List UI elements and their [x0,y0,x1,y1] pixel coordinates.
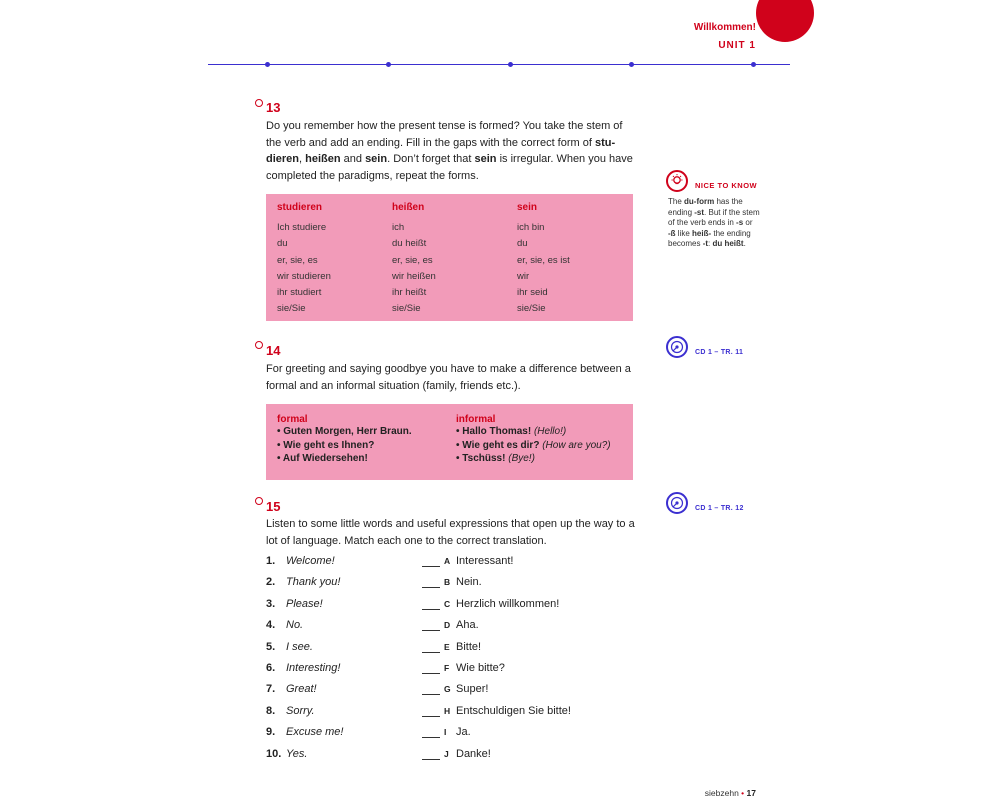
lightbulb-icon [666,170,688,192]
german-phrase: Aha. [456,619,479,632]
rule-dot [265,62,270,67]
item-number: 4. [266,619,276,632]
table-cell: wir studieren [277,270,331,282]
option-letter: I [444,727,447,738]
item-number: 5. [266,640,276,653]
option-letter: J [444,748,449,759]
table-cell: du [277,238,288,250]
header-unit: UNIT 1 [718,40,756,51]
informal-phrase: • Tschüss! (Bye!) [456,453,535,464]
corner-circle-decoration [756,0,814,42]
answer-blank-input[interactable] [422,555,440,567]
table-cell: er, sie, es [392,254,433,266]
english-phrase: I see. [286,640,313,653]
item-number: 9. [266,726,276,739]
german-phrase: Super! [456,683,489,696]
german-phrase: Ja. [456,726,471,739]
exercise-14-number: 14 [266,343,281,358]
english-phrase: Yes. [286,747,308,760]
option-letter: G [444,684,451,695]
table-cell: ihr studiert [277,287,322,299]
item-number: 6. [266,661,276,674]
formal-phrase: • Wie geht es Ihnen? [277,439,375,451]
match-row [266,701,646,722]
header-rule [208,64,790,65]
answer-blank-input[interactable] [422,748,440,760]
table-cell: ich bin [517,222,545,233]
answer-blank-input[interactable] [422,576,440,588]
match-row [266,551,646,572]
match-row [266,572,646,593]
item-number: 2. [266,576,276,589]
table-cell: wir [517,270,530,282]
match-row [266,594,646,615]
german-phrase: Wie bitte? [456,661,505,674]
table-cell: ihr seid [517,287,548,299]
page-word: siebzehn [704,788,739,798]
answer-blank-input[interactable] [422,726,440,738]
english-phrase: No. [286,619,304,632]
table-cell: er, sie, es ist [517,254,570,266]
german-phrase: Nein. [456,576,482,589]
german-phrase: Bitte! [456,640,482,653]
informal-column [456,414,631,466]
table-cell: sie/Sie [517,303,546,315]
option-letter: H [444,705,451,716]
german-phrase: Entschuldigen Sie bitte! [456,704,571,717]
match-row [266,637,646,658]
column-header: heißen [392,202,425,213]
informal-phrase: • Hallo Thomas! (Hello!) [456,426,567,437]
rule-dot [629,62,634,67]
table-cell: du heißt [392,238,427,250]
answer-blank-input[interactable] [422,598,440,610]
table-cell: Ich studiere [277,222,327,233]
conjugation-table [266,194,633,321]
english-phrase: Great! [286,683,317,696]
column-heissen [392,202,502,318]
header-title: Willkommen! [693,22,756,33]
audio-cd-icon[interactable] [666,336,688,358]
match-row [266,744,646,765]
column-studieren [277,202,387,318]
exercise-bullet-icon [255,99,263,107]
nice-to-know-label: NICE TO KNOW [695,181,758,190]
option-letter: A [444,556,451,566]
option-letter: D [444,620,451,631]
item-number: 3. [266,597,276,610]
formal-header: formal [277,414,308,425]
table-cell: wir heißen [392,270,436,282]
match-row [266,679,646,700]
column-header: studieren [277,202,323,213]
match-row [266,722,646,743]
table-cell: ihr heißt [392,287,427,299]
english-phrase: Sorry. [286,704,315,717]
english-phrase: Interesting! [286,661,341,674]
exercise-14-instructions: For greeting and saying goodbye you have to make a difference between a formal and an informal situation (family, friends etc.). [266,363,631,392]
english-phrase: Please! [286,597,323,610]
cd-track-label: CD 1 – TR. 11 [695,349,744,356]
informal-phrase: • Wie geht es dir? (How are you?) [456,439,611,451]
german-phrase: Herzlich willkommen! [456,597,560,610]
rule-dot [751,62,756,67]
column-sein [517,202,627,318]
item-number: 10. [266,747,282,760]
audio-cd-icon[interactable] [666,492,688,514]
english-phrase: Welcome! [286,555,335,567]
page-number: 17 [746,788,756,798]
table-cell: ich [392,222,405,233]
formal-informal-box [266,404,633,480]
option-letter: E [444,641,450,652]
exercise-bullet-icon [255,341,263,349]
footer-separator: • [741,788,745,798]
exercise-15-number: 15 [266,499,281,514]
table-cell: du [517,238,528,250]
rule-dot [386,62,391,67]
match-row [266,615,646,636]
item-number: 8. [266,704,276,717]
formal-phrase: • Guten Morgen, Herr Braun. [277,426,412,437]
match-row [266,658,646,679]
english-phrase: Thank you! [286,576,341,589]
english-phrase: Excuse me! [286,726,344,739]
option-letter: B [444,577,451,588]
formal-phrase: • Auf Wiedersehen! [277,453,368,464]
item-number: 7. [266,683,276,696]
column-header: sein [517,202,538,213]
answer-blank-input[interactable] [422,619,440,631]
matching-list [266,551,646,765]
informal-header: informal [456,414,496,425]
page-footer [650,788,756,798]
german-phrase: Interessant! [456,555,514,567]
answer-blank-input[interactable] [422,683,440,695]
answer-blank-input[interactable] [422,662,440,674]
option-letter: C [444,598,451,609]
item-number: 1. [266,555,276,567]
cd-track-label: CD 1 – TR. 12 [695,505,744,512]
table-cell: sie/Sie [277,303,306,315]
formal-column [277,414,447,466]
nice-to-know-text: The du-form has the ending -st. But if the stem of the verb ends in -s or -ß like heiß- the ending becomes -t: du heißt. [668,197,760,248]
exercise-13-instructions: Do you remember how the present tense is formed? You take the stem of the verb and add an ending. Fill in the gaps with the correct form of stu-dieren, heißen and sein. Don’t forget that sein is irregular. When you have completed the paradigms, repeat the forms. [266,120,633,182]
exercise-15-instructions: Listen to some little words and useful expressions that open up the way to a lot of language. Match each one to the correct translation. [266,518,635,547]
answer-blank-input[interactable] [422,705,440,717]
answer-blank-input[interactable] [422,641,440,653]
exercise-bullet-icon [255,497,263,505]
option-letter: F [444,662,450,673]
german-phrase: Danke! [456,747,491,760]
table-cell: sie/Sie [392,303,421,315]
rule-dot [508,62,513,67]
exercise-13-number: 13 [266,100,281,115]
table-cell: er, sie, es [277,254,318,266]
